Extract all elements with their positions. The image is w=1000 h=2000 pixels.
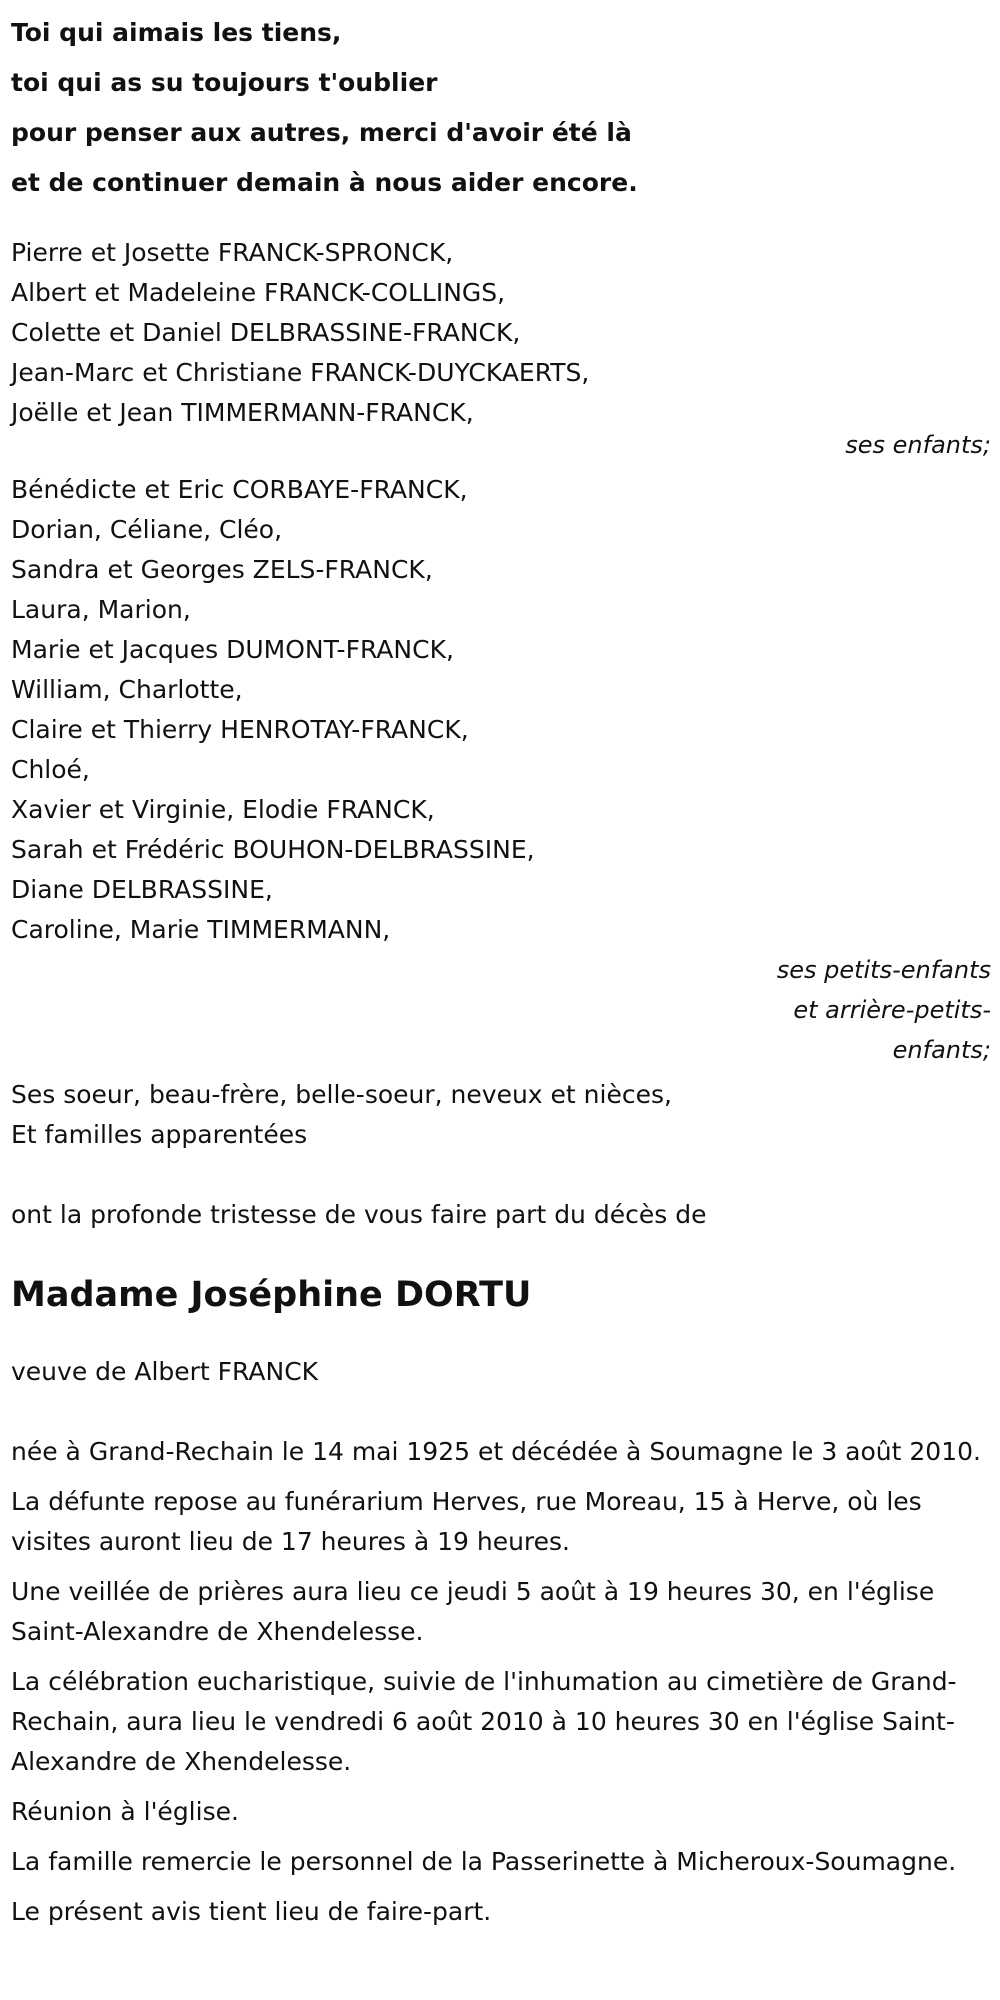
child-name: Pierre et Josette FRANCK-SPRONCK, (11, 238, 454, 267)
reunion-info: Réunion à l'église. (11, 1797, 239, 1826)
grandchildren-list (11, 470, 995, 950)
ceremony-info: La célébration eucharistique, suivie de l'inhumation au cimetière de Grand-Rechain, aura lieu le vendredi 6 août 2010 à 10 heures 30 en l'église Saint-Alexandre de Xhendelesse. (11, 1667, 957, 1776)
child-name: Colette et Daniel DELBRASSINE-FRANCK, (11, 318, 521, 347)
grandchild-name: William, Charlotte, (11, 675, 243, 704)
child-name: Albert et Madeleine FRANCK-COLLINGS, (11, 278, 506, 307)
child-name: Joëlle et Jean TIMMERMANN-FRANCK, (11, 398, 474, 427)
grandchildren-role-line: ses petits-enfants (776, 956, 991, 984)
grandchild-name: Diane DELBRASSINE, (11, 875, 273, 904)
visitation-info: La défunte repose au funérarium Herves, rue Moreau, 15 à Herve, où les visites auront lieu de 17 heures à 19 heures. (11, 1487, 922, 1556)
grandchild-name: Dorian, Céliane, Cléo, (11, 515, 283, 544)
grandchild-name: Caroline, Marie TIMMERMANN, (11, 915, 391, 944)
announcement: ont la profonde tristesse de vous faire part du décès de (11, 1200, 707, 1229)
poem-line: toi qui as su toujours t'oublier (11, 68, 438, 97)
poem-line: Toi qui aimais les tiens, (11, 18, 342, 47)
grandchild-name: Laura, Marion, (11, 595, 191, 624)
grandchild-name: Xavier et Virginie, Elodie FRANCK, (11, 795, 435, 824)
grandchild-name: Sarah et Frédéric BOUHON-DELBRASSINE, (11, 835, 535, 864)
widow-of: veuve de Albert FRANCK (11, 1357, 319, 1386)
grandchild-name: Marie et Jacques DUMONT-FRANCK, (11, 635, 454, 664)
children-role: ses enfants; (845, 431, 991, 459)
grandchild-name: Sandra et Georges ZELS-FRANCK, (11, 555, 433, 584)
grandchild-name: Bénédicte et Eric CORBAYE-FRANCK, (11, 475, 468, 504)
sibling-line: Et familles apparentées (11, 1120, 308, 1149)
notice-info: Le présent avis tient lieu de faire-part. (11, 1897, 492, 1926)
grandchildren-role-line: et arrière-petits- (793, 996, 991, 1024)
poem (11, 0, 995, 208)
obituary-page (11, 0, 995, 1942)
grandchild-name: Claire et Thierry HENROTAY-FRANCK, (11, 715, 469, 744)
grandchildren-role-line: enfants; (892, 1036, 991, 1064)
sibling-line: Ses soeur, beau-frère, belle-soeur, neveux et nièces, (11, 1080, 672, 1109)
deceased-name: Madame Joséphine DORTU (11, 1275, 532, 1315)
poem-line: et de continuer demain à nous aider encore. (11, 168, 638, 197)
birth-death-info: née à Grand-Rechain le 14 mai 1925 et décédée à Soumagne le 3 août 2010. (11, 1437, 981, 1466)
poem-line: pour penser aux autres, merci d'avoir été là (11, 118, 632, 147)
thanks-info: La famille remercie le personnel de la Passerinette à Micheroux-Soumagne. (11, 1847, 957, 1876)
grandchild-name: Chloé, (11, 755, 90, 784)
children-list (11, 233, 995, 433)
siblings-list (11, 1075, 995, 1155)
vigil-info: Une veillée de prières aura lieu ce jeudi 5 août à 19 heures 30, en l'église Saint-Alexandre de Xhendelesse. (11, 1577, 935, 1646)
grandchildren-role (11, 950, 995, 1070)
funeral-details (11, 1432, 995, 1932)
child-name: Jean-Marc et Christiane FRANCK-DUYCKAERTS, (11, 358, 590, 387)
